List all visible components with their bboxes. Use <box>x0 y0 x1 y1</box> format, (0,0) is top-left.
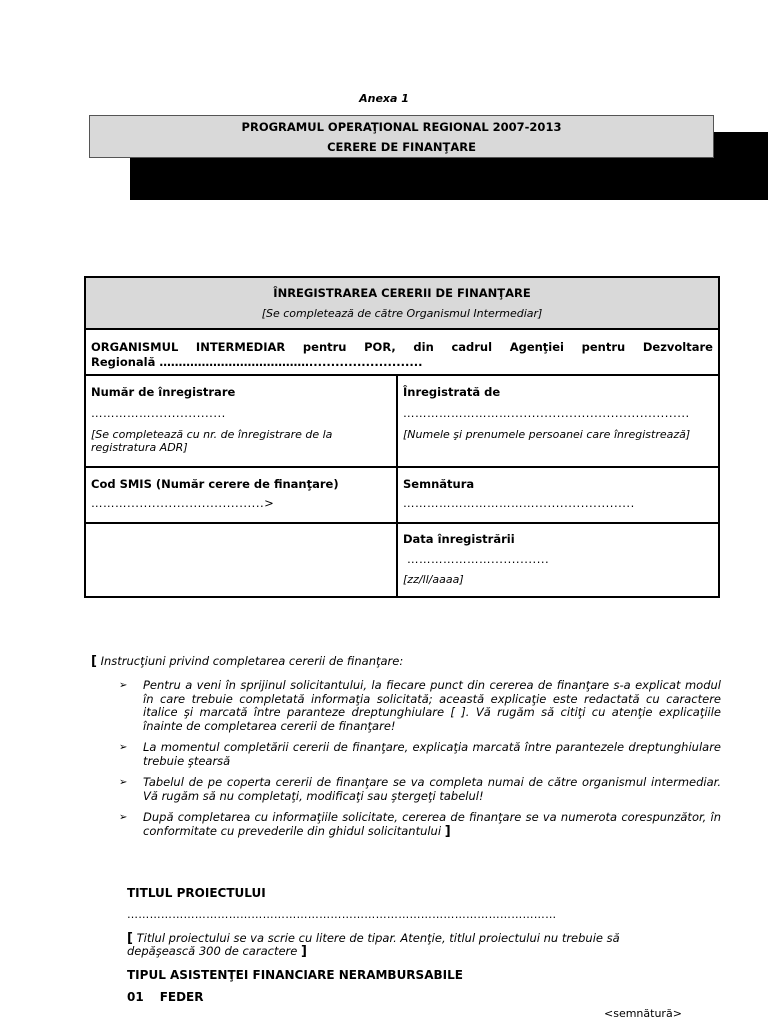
list-item: ➢ Pentru a veni în sprijinul solicitantului, la fiecare punct din cererea de finanţare s-a explicat modul în care trebuie completată informaţia solicitată; această explicaţie este redactată cu caractere italice şi marcată între paranteze dreptunghiulare [ ]. Vă rugăm să citiţi cu atenţie explicaţiile înainte de completarea cererii de finanţare! <box>119 678 721 733</box>
org-word: INTERMEDIAR <box>195 340 286 354</box>
registered-by-label: Înregistrată de <box>403 385 501 399</box>
document-title: CERERE DE FINANŢARE <box>327 140 476 154</box>
registration-date-field[interactable]: ………………….............. <box>407 552 550 566</box>
org-word: pentru <box>581 340 626 354</box>
list-item: ➢ Tabelul de pe coperta cererii de finanţare se va completa numai de către organismul intermediar. Vă rugăm să nu completaţi, modificaţi sau ştergeţi tabelul! <box>119 775 721 803</box>
note-close-bracket: ] <box>301 944 307 959</box>
list-item: ➢ La momentul completării cererii de finanţare, explicaţia marcată între parantezele dreptunghiulare trebuie ştearsă <box>119 740 721 768</box>
annex-label: Anexa 1 <box>359 92 409 105</box>
registration-date-cell[interactable] <box>397 523 719 597</box>
signature-placeholder: <semnătură> <box>604 1007 682 1020</box>
registration-table <box>84 276 720 598</box>
empty-cell <box>85 523 397 597</box>
program-title: PROGRAMUL OPERAŢIONAL REGIONAL 2007-2013 <box>241 120 562 134</box>
project-title-note <box>127 932 667 958</box>
registered-by-cell[interactable] <box>397 375 719 467</box>
title-box <box>89 115 714 158</box>
instructions-lead-text: Instrucţiuni privind completarea cererii de finanţare: <box>100 654 404 668</box>
registration-date-format: [zz/ll/aaaa] <box>403 573 464 586</box>
open-bracket: [ <box>91 654 97 669</box>
org-word: pentru <box>302 340 347 354</box>
list-item: ➢ După completarea cu informaţiile solicitate, cererea de finanţare se va numerota corespunzător, în conformitate cu prevederile din ghidul solicitantului ] <box>119 810 721 839</box>
instructions-lead <box>91 654 721 669</box>
arrow-bullet-icon: ➢ <box>119 680 128 691</box>
registration-number-cell[interactable] <box>85 375 397 467</box>
registration-subtitle: [Se completează de către Organismul Intermediar] <box>261 307 543 320</box>
project-title-note-text: Titlul proiectului se va scrie cu litere de tipar. Atenţie, titlul proiectului nu trebuie să depăşească 300 de caractere <box>127 931 620 958</box>
feder-line <box>127 990 204 1004</box>
registration-number-note: [Se completează cu nr. de înregistrare de la registratura ADR] <box>91 428 333 454</box>
project-title-field[interactable]: …………………………………………………………………………………………………… <box>127 908 557 921</box>
org-word: din <box>413 340 434 354</box>
instructions-block <box>91 654 721 846</box>
signature-field[interactable]: ……………………………........................ <box>403 496 635 510</box>
feder-code: 01 <box>127 990 144 1004</box>
signature-cell[interactable] <box>397 467 719 523</box>
instructions-list <box>119 679 721 838</box>
registration-title: ÎNREGISTRAREA CERERII DE FINANŢARE <box>273 286 531 300</box>
registration-number-field[interactable]: …………….................. <box>91 406 226 420</box>
feder-name: FEDER <box>159 990 204 1004</box>
arrow-bullet-icon: ➢ <box>119 777 128 788</box>
org-word: ORGANISMUL <box>91 340 179 354</box>
intermediate-body-region: Regională ………………………………….......................... <box>91 355 423 369</box>
project-title-label: TITLUL PROIECTULUI <box>127 886 266 900</box>
registration-number-label: Număr de înregistrare <box>91 385 236 399</box>
note-open-bracket: [ <box>127 931 133 946</box>
arrow-bullet-icon: ➢ <box>119 812 128 823</box>
registration-table-header <box>85 277 719 329</box>
registration-date-label: Data înregistrării <box>403 532 515 546</box>
org-word: cadrul <box>451 340 493 354</box>
assistance-type-label: TIPUL ASISTENŢEI FINANCIARE NERAMBURSABILE <box>127 968 463 982</box>
arrow-bullet-icon: ➢ <box>119 742 128 753</box>
smis-code-label: Cod SMIS (Număr cerere de finanţare) <box>91 477 339 491</box>
smis-code-cell[interactable] <box>85 467 397 523</box>
intermediate-body-row <box>85 329 719 375</box>
org-word: POR, <box>364 340 396 354</box>
registered-by-note: [Numele şi prenumele persoanei care înregistrează] <box>403 428 691 441</box>
org-word: Dezvoltare <box>642 340 713 354</box>
signature-label: Semnătura <box>403 477 475 491</box>
smis-code-field[interactable]: ……….................................> <box>91 496 275 510</box>
close-bracket: ] <box>444 823 451 839</box>
registered-by-field[interactable]: ………………………........................................... <box>403 406 690 420</box>
org-word: Agenţiei <box>509 340 564 354</box>
intermediate-body-line <box>91 340 713 354</box>
